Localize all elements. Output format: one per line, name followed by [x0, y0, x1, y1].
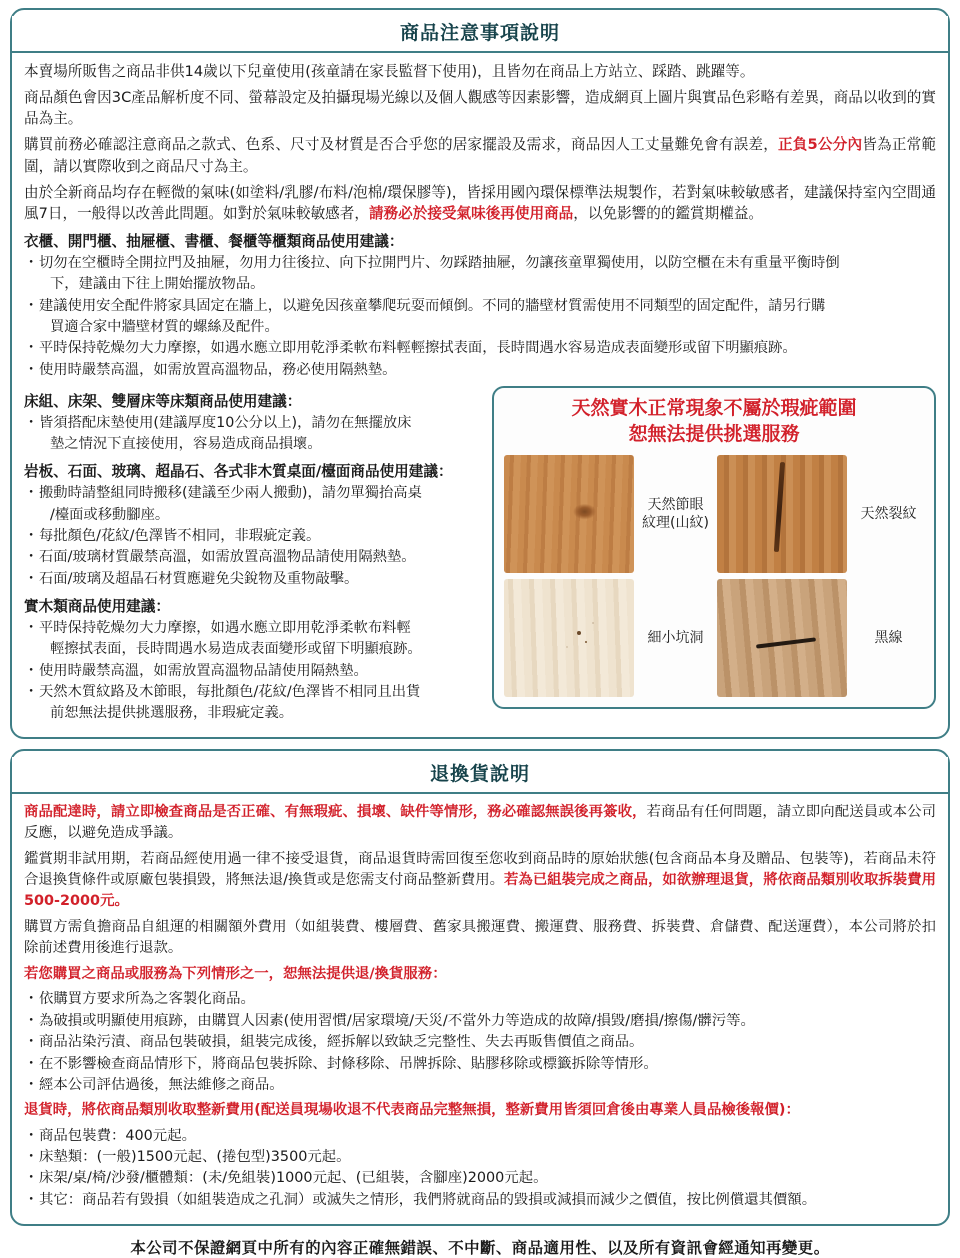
list-item: ・ 皆須搭配床墊使用(建議厚度10公分以上)，請勿在無擺放床: [24, 413, 482, 433]
disclaimer-note: 本公司不保證網頁中所有的內容正確無錯誤、不中斷、商品適用性、以及所有資訊會經通知再變更。: [130, 1239, 830, 1258]
wood-panel-title-line2: 恕無法提供挑選服務: [628, 422, 800, 445]
notice-paragraph-1: [24, 61, 936, 82]
return-paragraph-1: [24, 802, 936, 844]
list-item: ・ 其它：商品若有毀損（如組裝造成之孔洞）或滅失之情形，我們將就商品的毀損或減損而減少之價值，按比例償還其價額。: [24, 1190, 936, 1210]
list-item: ・ 商品沾染污漬、商品包裝破損，組裝完成後，經拆解以致缺乏完整性、失去再販售價值之商品。: [24, 1032, 936, 1052]
notice-paragraph-3: [24, 134, 936, 176]
list-item: ・ 依購買方要求所為之客製化商品。: [24, 989, 936, 1009]
usage-groups-column: [24, 384, 482, 728]
usage-group-list: [24, 253, 936, 380]
return-policy-paragraphs: [24, 802, 936, 958]
product-notice-card: [10, 8, 950, 739]
notice-paragraph-1-run-1: 本賣場所販售之商品非供14歲以下兒童使用(孩童請在家長監督下使用)，且皆勿在商品上方站立、踩踏、跳躍等。: [24, 63, 755, 80]
usage-group-4: [24, 595, 482, 723]
return-paragraph-3-run-1: 購買方需負擔商品自組運的相關額外費用（如組裝費、樓層費、舊家具搬運費、搬運費、服務費、拆裝費、倉儲費、配送運費），本公司將於扣除前述費用後進行退款。: [24, 918, 936, 956]
notice-paragraph-4-run-1: 由於全新商品均存在輕微的氣味(如塗料/乳膠/布料/泡棉/環保膠等)，皆採用國內環保標準法規製作，若對氣味較敏感者，建議保持室內空間通風7日，一般得以改善此問題。如對於氣味較敏感者，: [24, 183, 936, 222]
return-paragraph-1-run-2: 若商品有任何問題，請立即向配送員或本公司反應，以避免造成爭議。: [24, 804, 936, 842]
list-item: ・ 建議使用安全配件將家具固定在牆上，以避免因孩童攀爬玩耍而傾倒。不同的牆壁材質需使用不同類型的固定配件，請另行購: [24, 296, 936, 316]
return-paragraph-3: [24, 917, 936, 959]
list-item: ・ 經本公司評估過後，無法維修之商品。: [24, 1075, 936, 1095]
usage-group-list: [24, 483, 482, 588]
wood-sample-image-knot: [504, 455, 634, 573]
list-item: ・ 平時保持乾燥勿大力摩擦，如遇水應立即用乾淨柔軟布料輕: [24, 618, 482, 638]
usage-group-2: [24, 390, 482, 455]
wood-sample-grid: [504, 455, 924, 697]
list-item: 輕擦拭表面，長時間遇水易造成表面變形或留下明顯痕跡。: [50, 641, 422, 658]
product-notice-paragraphs: [24, 61, 936, 224]
list-item: ・ 搬動時請整組同時搬移(建議至少兩人搬動)，請勿單獨抬高桌: [24, 483, 482, 503]
wood-sample-label-crack: [853, 505, 924, 523]
section-title-return-policy: [12, 757, 948, 794]
wood-sample-image-pit: [504, 579, 634, 697]
return-paragraph-2-run-1: 鑑賞期非試用期，若商品經使用過一律不接受退貨，商品退貨時需回復至您收到商品時的原始狀態(包含商品本身及贈品、包裝等)，若商品未符合退換貨條件或原廠包裝損毀，將無法退/換貨或是您需支付商品整新費用。: [24, 851, 936, 889]
usage-group-heading: 衣櫃、開門櫃、抽屜櫃、書櫃、餐櫃等櫃類商品使用建議：: [24, 233, 404, 251]
wood-sample-label-pit: [640, 629, 711, 647]
wood-sample-image-crack: [717, 455, 847, 573]
list-item: ・ 每批顏色/花紋/色澤皆不相同，非瑕疵定義。: [24, 526, 482, 546]
list-item: ・ 平時保持乾燥勿大力摩擦，如遇水應立即用乾淨柔軟布料輕輕擦拭表面，長時間遇水容易造成表面變形或留下明顯痕跡。: [24, 338, 936, 358]
notice-paragraph-3-run-3: 皆為正常範圍，請以實際收到之商品尺寸為主。: [24, 136, 936, 175]
list-item: ・ 在不影響檢查商品情形下，將商品包裝拆除、封條移除、吊牌拆除、貼膠移除或標籤拆除等情形。: [24, 1054, 936, 1074]
notice-paragraph-2-run-1: 商品顏色會因3C產品解析度不同、螢幕設定及拍攝現場光線以及個人觀感等因素影響，造成網頁上圖片與實品色彩略有差異，商品以收到的實品為主。: [24, 89, 936, 128]
no-return-cases-list: [24, 989, 936, 1095]
wood-panel-title: [504, 396, 924, 447]
usage-group-3: [24, 460, 482, 588]
list-item: 前恕無法提供挑選服務，非瑕疵定義。: [50, 705, 294, 722]
list-item: /檯面或移動腳座。: [50, 506, 170, 523]
usage-group-list: [24, 413, 482, 455]
usage-group-heading: 床組、床架、雙層床等床類商品使用建議：: [24, 392, 302, 410]
natural-wood-panel: [492, 386, 936, 709]
product-notice-groups: [24, 230, 936, 727]
notice-paragraph-4: [24, 182, 936, 224]
no-return-cases-title: 若您購買之商品或服務為下列情形之一，恕無法提供退/換貨服務：: [24, 965, 447, 982]
wood-sample-label-knot: [640, 496, 711, 532]
label-line: 黑線: [874, 630, 903, 647]
notice-paragraph-2: [24, 87, 936, 129]
label-line: 細小坑洞: [647, 630, 704, 647]
usage-group-1: [24, 230, 936, 380]
wood-sample-label-black: [853, 629, 924, 647]
notice-paragraph-4-run-2: 請務必於接受氣味後再使用商品: [368, 204, 574, 222]
return-paragraph-2-run-2: 若為已組裝完成之商品，如欲辦理退貨，將依商品類別收取拆裝費用500-2000元。: [24, 872, 936, 909]
list-item: ・ 商品包裝費：400元起。: [24, 1126, 936, 1146]
section-title-text: 商品注意事項說明: [386, 18, 574, 45]
list-item: 買適合家中牆壁材質的螺絲及配件。: [50, 318, 279, 335]
refurbish-fee-title: 退貨時，將依商品類別收取整新費用(配送員現場收退不代表商品完整無損，整新費用皆須回倉後由專業人員品檢後報價)：: [24, 1101, 800, 1118]
section-title-product-notice: [12, 16, 948, 53]
usage-group-heading: 實木類商品使用建議：: [24, 597, 170, 615]
return-paragraph-1-run-1: 商品配達時，請立即檢查商品是否正確、有無瑕疵、損壞、缺件等情形，務必確認無誤後再簽收，: [24, 804, 647, 821]
return-paragraph-2: [24, 849, 936, 912]
label-line: 紋理(山紋): [642, 515, 709, 532]
list-item: 墊之情況下直接使用，容易造成商品損壞。: [50, 436, 322, 453]
notice-paragraph-3-run-1: 購買前務必確認注意商品之款式、色系、尺寸及材質是否合乎您的居家擺設及需求，商品因人工丈量難免會有誤差，: [24, 136, 778, 154]
wood-sample-image-black: [717, 579, 847, 697]
list-item: ・ 石面/玻璃及超晶石材質應避免尖銳物及重物敲擊。: [24, 569, 482, 589]
label-line: 天然裂紋: [860, 506, 917, 523]
notice-paragraph-4-run-3: ，以免影響的的鑑賞期權益。: [573, 204, 764, 222]
section-title-text: 退換貨說明: [416, 759, 544, 786]
list-item: ・ 石面/玻璃材質嚴禁高溫，如需放置高溫物品請使用隔熱墊。: [24, 547, 482, 567]
list-item: ・ 天然木質紋路及木節眼，每批顏色/花紋/色澤皆不相同且出貨: [24, 682, 482, 702]
notice-two-column-area: [24, 384, 936, 728]
list-item: ・ 切勿在空櫃時全開拉門及抽屜，勿用力往後拉、向下拉開門片、勿踩踏抽屜，勿讓孩童單獨使用，以防空櫃在未有重量平衡時倒: [24, 253, 936, 273]
list-item: ・ 為破損或明顯使用痕跡，由購買人因素(使用習慣/居家環境/天災/不當外力等造成的故障/損毀/磨損/擦傷/髒污等。: [24, 1011, 936, 1031]
list-item: 下，建議由下往上開始擺放物品。: [50, 276, 265, 293]
return-policy-card: [10, 749, 950, 1226]
label-line: 天然節眼: [647, 496, 704, 513]
wood-panel-title-line1: 天然實木正常現象不屬於瑕疵範圍: [571, 396, 857, 419]
list-item: ・ 床墊類：(一般)1500元起、(捲包型)3500元起。: [24, 1147, 936, 1167]
usage-group-heading: 岩板、石面、玻璃、超晶石、各式非木質桌面/檯面商品使用建議：: [24, 463, 453, 481]
wood-panel-column: [492, 384, 936, 709]
list-item: ・ 床架/桌/椅/沙發/櫃體類：(未/免組裝)1000元起、(已組裝，含腳座)2000元起。: [24, 1168, 936, 1188]
usage-group-list: [24, 618, 482, 723]
list-item: ・ 使用時嚴禁高溫，如需放置高溫物品請使用隔熱墊。: [24, 661, 482, 681]
refurbish-fee-list: [24, 1126, 936, 1211]
list-item: ・ 使用時嚴禁高溫，如需放置高溫物品，務必使用隔熱墊。: [24, 360, 936, 380]
notice-paragraph-3-run-2: 正負5公分內: [777, 136, 863, 154]
